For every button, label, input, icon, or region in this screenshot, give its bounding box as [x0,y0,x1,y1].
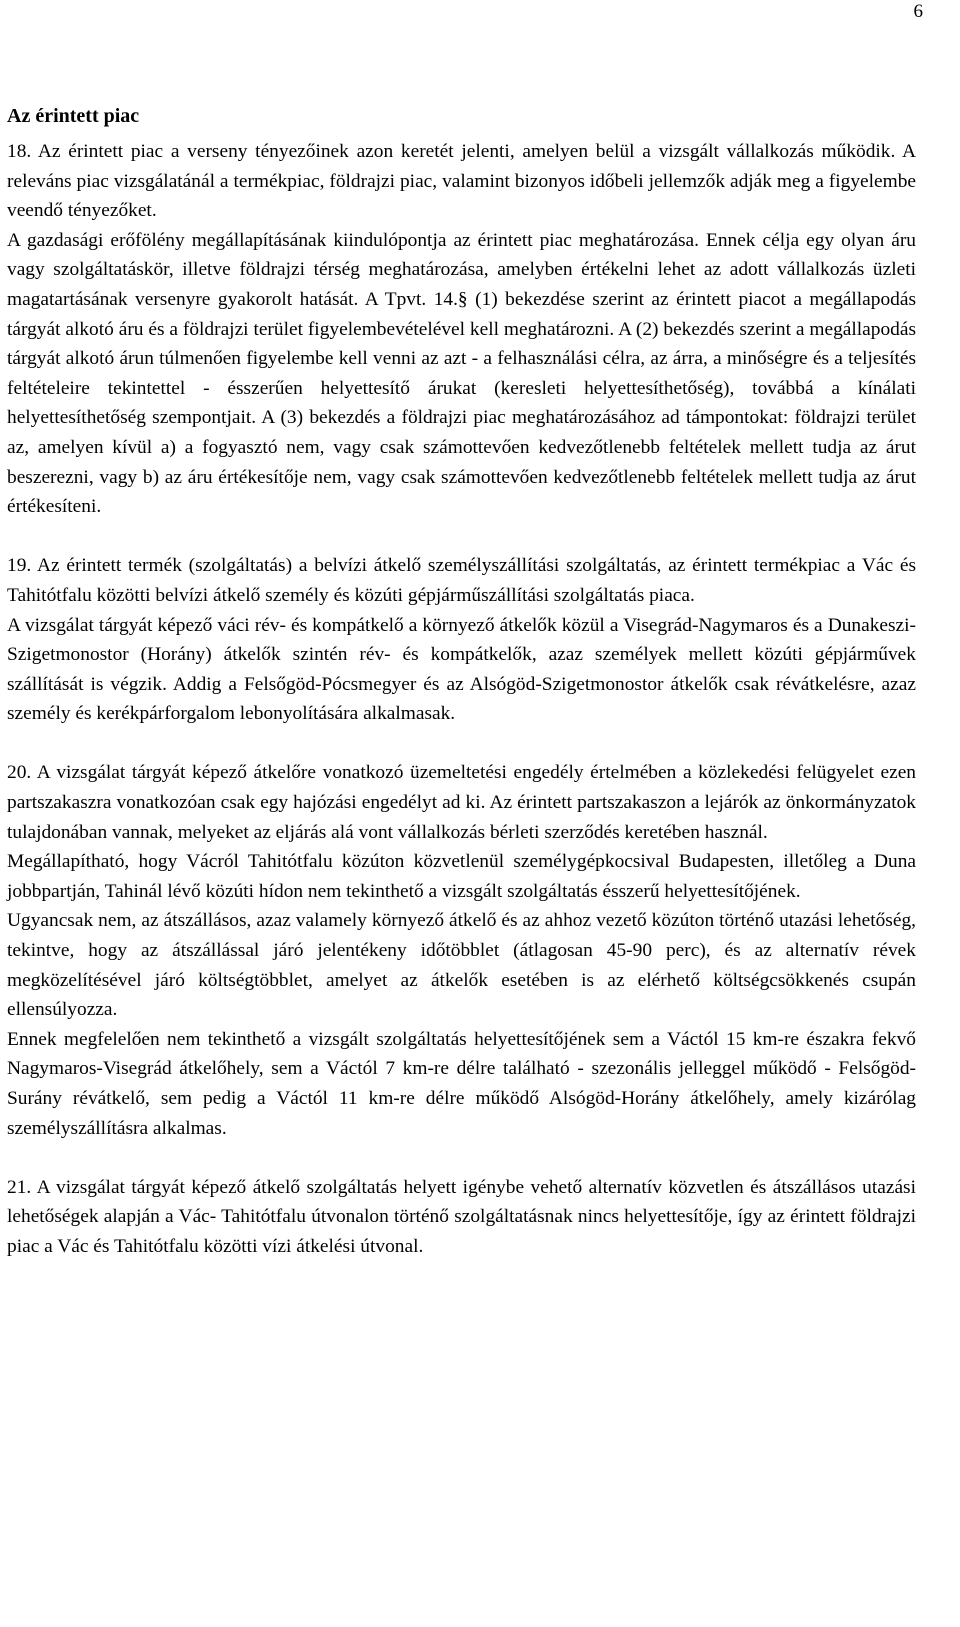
paragraph-18 [7,137,916,522]
paragraph-19 [7,551,916,729]
paragraph-text: Megállapítható, hogy Vácról Tahitótfalu közúton közvetlenül személygépkocsival Budapesten, illetőleg a Duna jobbpartján, Tahinál lévő közúti hídon nem tekinthető a vizsgált szolgáltatás ésszerű helyettesítőjének. [7,851,916,902]
paragraph-text: 20. A vizsgálat tárgyát képező átkelőre vonatkozó üzemeltetési engedély értelmében a közlekedési felügyelet ezen partszakaszra vonatkozóan csak egy hajózási engedélyt ad ki. Az érintett partszakaszon a lejárók az önkormányzatok tulajdonában vannak, melyeket az eljárás alá vont vállalkozás bérleti szerződés keretében használ. [7,762,916,843]
paragraph-text: Ugyancsak nem, az átszállásos, azaz valamely környező átkelő és az ahhoz vezető közúton történő utazási lehetőség, tekintve, hogy az átszállással járó jelentékeny időtöbblet (átlagosan 45-90 perc), és az alternatív révek megközelítésével járó költségtöbblet, amelyet az átkelők esetében is az elérhető költségcsökkenés csupán ellensúlyozza. [7,910,916,1021]
paragraph-text: 21. A vizsgálat tárgyát képező átkelő szolgáltatás helyett igénybe vehető alternatív közvetlen és átszállásos utazási lehetőségek alapján a Vác- Tahitótfalu útvonalon történő szolgáltatásnak nincs helyettesítője, így az érintett földrajzi piac a Vác és Tahitótfalu közötti vízi átkelési útvonal. [7,1176,916,1257]
section-heading: Az érintett piac [7,105,140,127]
paragraph-text: A gazdasági erőfölény megállapításának kiindulópontja az érintett piac meghatározása. Ennek célja egy olyan áru vagy szolgáltatáskör, illetve földrajzi térség meghatározása, amelyben értékelni lehet az adott vállalkozás üzleti magatartásának versenyre gyakorolt hatását. A Tpvt. 14.§ (1) bekezdése szerint az érintett piacot a megállapodás tárgyát alkotó áru és a földrajzi terület figyelembevételével kell meghatározni. A (2) bekezdés szerint a megállapodás tárgyát alkotó árun túlmenően figyelembe kell venni az azt - a felhasználási célra, az árra, a minőségre és a teljesítés feltételeire tekintettel - ésszerűen helyettesítő árukat (keresleti helyettesíthetőség), továbbá a kínálati helyettesíthetőség szempontjait. A (3) bekezdés a földrajzi piac meghatározásához ad támpontokat: földrajzi terület az, amelyen kívül a) a fogyasztó nem, vagy csak számottevően kedvezőtlenebb feltételek mellett tudja az árut beszerezni, vagy b) az áru értékesítője nem, vagy csak számottevően kedvezőtlenebb feltételek mellett tudja az árut értékesíteni. [7,229,916,518]
page-number: 6 [913,1,923,22]
paragraph-text: A vizsgálat tárgyát képező váci rév- és kompátkelő a környező átkelők közül a Visegrád-Nagymaros és a Dunakeszi-Szigetmonostor (Horány) átkelők szintén rév- és kompátkelők, azaz személyek mellett közúti gépjárművek szállítását is végzik. Addig a Felsőgöd-Pócsmegyer és az Alsógöd-Szigetmonostor átkelők csak révátkelésre, azaz személy és kerékpárforgalom lebonyolítására alkalmasak. [7,614,916,725]
paragraph-text: Ennek megfelelően nem tekinthető a vizsgált szolgáltatás helyettesítőjének sem a Váctól 15 km-re északra fekvő Nagymaros-Visegrád átkelőhely, sem a Váctól 7 km-re délre található - szezonális jelleggel működő - Felsőgöd-Surány révátkelő, sem pedig a Váctól 11 km-re délre működő Alsógöd-Horány átkelőhely, amely kizárólag személyszállításra alkalmas. [7,1028,916,1139]
paragraph-text: 19. Az érintett termék (szolgáltatás) a belvízi átkelő személyszállítási szolgáltatás, az érintett termékpiac a Vác és Tahitótfalu közötti belvízi átkelő személy és közúti gépjárműszállítási szolgáltatás piaca. [7,555,916,606]
paragraph-20 [7,758,916,1143]
paragraph-21 [7,1173,916,1262]
document-body [7,101,916,1262]
paragraph-text: 18. Az érintett piac a verseny tényezőinek azon keretét jelenti, amelyen belül a vizsgált vállalkozás működik. A releváns piac vizsgálatánál a termékpiac, földrajzi piac, valamint bizonyos időbeli jellemzők adják meg a figyelembe veendő tényezőket. [7,141,916,222]
